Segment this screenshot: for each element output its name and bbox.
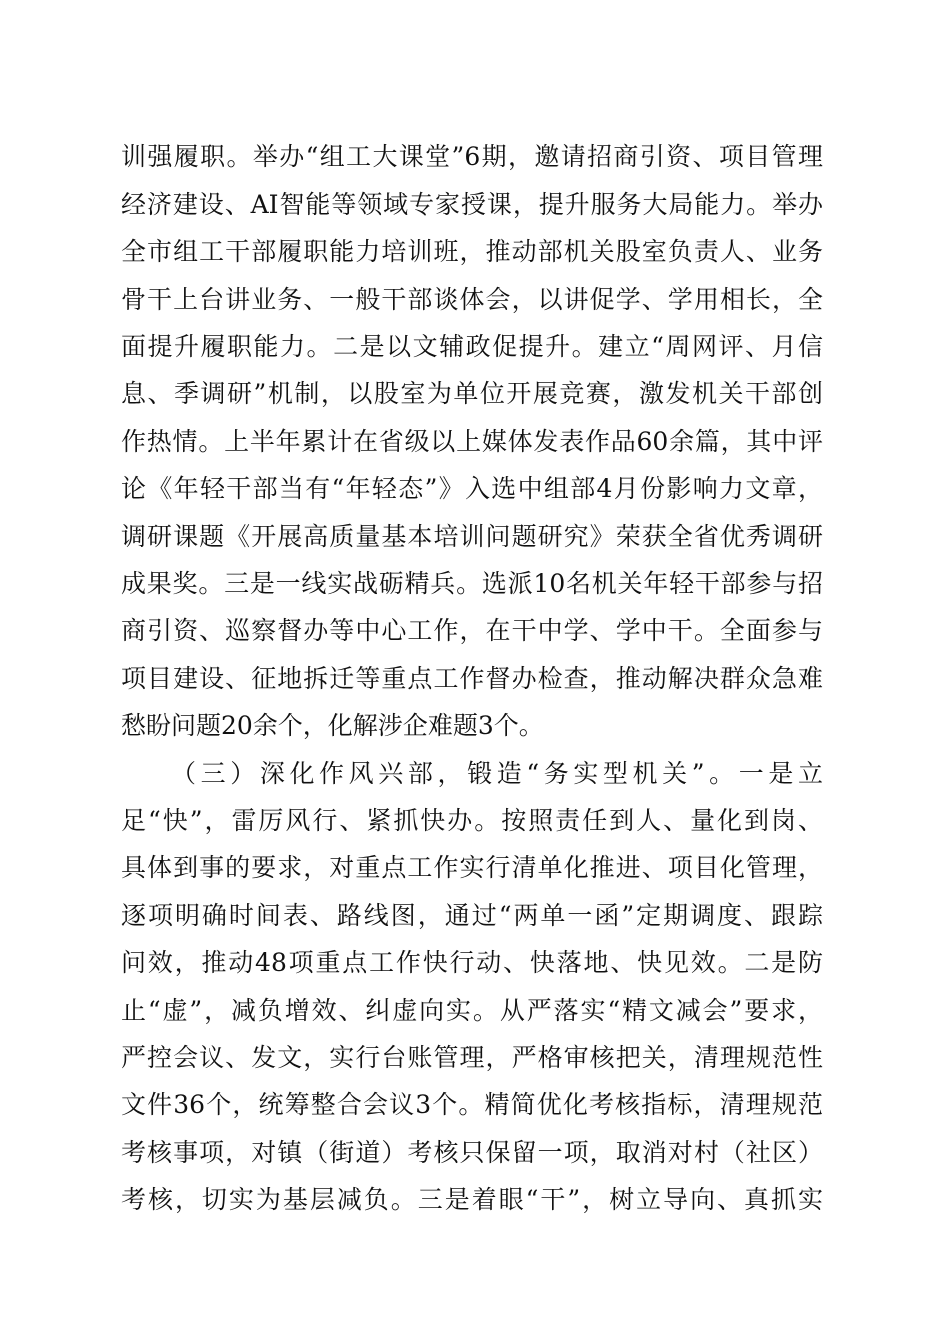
text-line: 经济建设、AI智能等领域专家授课，提升服务大局能力。举办 xyxy=(121,190,823,219)
text-line: 项目建设、征地拆迁等重点工作督办检查，推动解决群众急难 xyxy=(121,664,823,693)
text-line: 止“虚”，减负增效、纠虚向实。从严落实“精文减会”要求， xyxy=(121,996,823,1025)
text-line: 全市组工干部履职能力培训班，推动部机关股室负责人、业务 xyxy=(121,237,823,266)
text-line: 严控会议、发文，实行台账管理，严格审核把关，清理规范性 xyxy=(121,1043,823,1072)
text-line: 论《年轻干部当有“年轻态”》入选中组部4月份影响力文章， xyxy=(121,474,823,503)
text-line: 训强履职。举办“组工大课堂”6期，邀请招商引资、项目管理 xyxy=(121,142,823,171)
text-line: 考核事项，对镇（街道）考核只保留一项，取消对村（社区） xyxy=(121,1138,823,1167)
text-line-paragraph-end: 愁盼问题20余个，化解涉企难题3个。 xyxy=(121,711,544,740)
text-line: 商引资、巡察督办等中心工作，在干中学、学中干。全面参与 xyxy=(121,616,823,645)
text-line: 足“快”，雷厉风行、紧抓快办。按照责任到人、量化到岗、 xyxy=(121,806,823,835)
text-line: 问效，推动48项重点工作快行动、快落地、快见效。二是防 xyxy=(121,948,823,977)
text-line: 骨干上台讲业务、一般干部谈体会，以讲促学、学用相长，全 xyxy=(121,285,823,314)
text-line: 具体到事的要求，对重点工作实行清单化推进、项目化管理， xyxy=(121,853,823,882)
text-line: 调研课题《开展高质量基本培训问题研究》荣获全省优秀调研 xyxy=(121,522,823,551)
text-line: 成果奖。三是一线实战砺精兵。选派10名机关年轻干部参与招 xyxy=(121,569,823,598)
section-heading-line: （三）深化作风兴部，锻造“务实型机关”。一是立 xyxy=(171,759,823,788)
text-line: 作热情。上半年累计在省级以上媒体发表作品60余篇，其中评 xyxy=(121,427,823,456)
text-line: 息、季调研”机制，以股室为单位开展竞赛，激发机关干部创 xyxy=(121,379,823,408)
text-line: 面提升履职能力。二是以文辅政促提升。建立“周网评、月信 xyxy=(121,332,823,361)
text-line: 考核，切实为基层减负。三是着眼“干”，树立导向、真抓实 xyxy=(121,1185,823,1214)
text-line: 文件36个，统筹整合会议3个。精简优化考核指标，清理规范 xyxy=(121,1090,823,1119)
text-line: 逐项明确时间表、路线图，通过“两单一函”定期调度、跟踪 xyxy=(121,901,823,930)
